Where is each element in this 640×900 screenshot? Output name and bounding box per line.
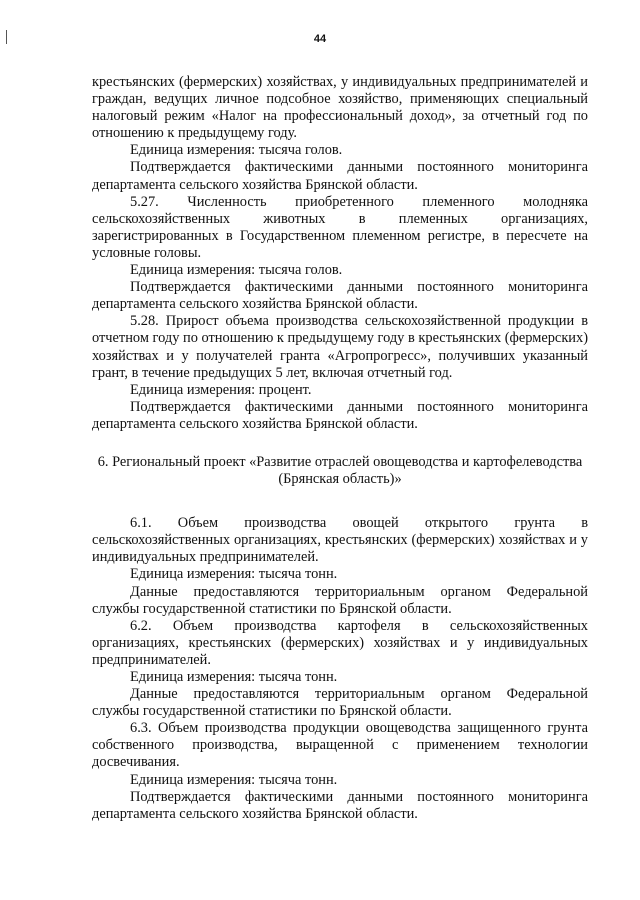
paragraph-6-1: 6.1. Объем производства овощей открытого грунта в сельскохозяйственных организациях, крестьянских (фермерских) хозяйствах и у индивидуальных предпринимателей. [92, 515, 588, 566]
paragraph-5-27: 5.27. Численность приобретенного племенного молодняка сельскохозяйственных животных в племенных организациях, зарегистрированных в Государственном племенном регистре, в пересчете на условные головы. [92, 193, 588, 261]
paragraph-unit: Единица измерения: тысяча тонн. [130, 566, 338, 583]
paragraph-source: Подтверждается фактическими данными постоянного мониторинга департамента сельского хозяйства Брянской области. [92, 398, 588, 432]
document-body [92, 74, 588, 823]
paragraph-6-3: 6.3. Объем производства продукции овощеводства защищенного грунта собственного производства, выращенной с применением технологии досвечивания. [92, 720, 588, 771]
paragraph-source: Подтверждается фактическими данными постоянного мониторинга департамента сельского хозяйства Брянской области. [92, 788, 588, 822]
paragraph-5-26-continuation: крестьянских (фермерских) хозяйствах, у индивидуальных предпринимателей и граждан, ведущих личное подсобное хозяйство, применяющих специальный налоговый режим «Налог на профессиональный доход», за отчетный год по отношению к предыдущему году. [92, 74, 588, 142]
paragraph-5-28: 5.28. Прирост объема производства сельскохозяйственной продукции в отчетном году по отношению к предыдущему году в крестьянских (фермерских) хозяйствах и у получателей гранта «Агропрогресс», получивших указанный грант, в течение предыдущих 5 лет, включая отчетный год. [92, 313, 588, 381]
paragraph-source: Подтверждается фактическими данными постоянного мониторинга департамента сельского хозяйства Брянской области. [92, 279, 588, 313]
paragraph-source: Данные предоставляются территориальным органом Федеральной службы государственной статистики по Брянской области. [92, 686, 588, 720]
section-heading: 6. Региональный проект «Развитие отраслей овощеводства и картофелеводства (Брянская область)» [97, 453, 583, 488]
paragraph-unit: Единица измерения: тысяча голов. [130, 142, 343, 159]
page-number: 44 [313, 33, 327, 45]
paragraph-source: Подтверждается фактическими данными постоянного мониторинга департамента сельского хозяйства Брянской области. [92, 159, 588, 193]
paragraph-unit: Единица измерения: процент. [130, 381, 312, 398]
paragraph-unit: Единица измерения: тысяча тонн. [130, 669, 338, 685]
paragraph-source: Данные предоставляются территориальным органом Федеральной службы государственной статистики по Брянской области. [92, 583, 588, 617]
paragraph-6-2: 6.2. Объем производства картофеля в сельскохозяйственных организациях, крестьянских (фермерских) хозяйствах и у индивидуальных предпринимателей. [92, 617, 588, 668]
paragraph-unit: Единица измерения: тысяча голов. [130, 262, 343, 279]
paragraph-unit: Единица измерения: тысяча тонн. [130, 771, 338, 788]
